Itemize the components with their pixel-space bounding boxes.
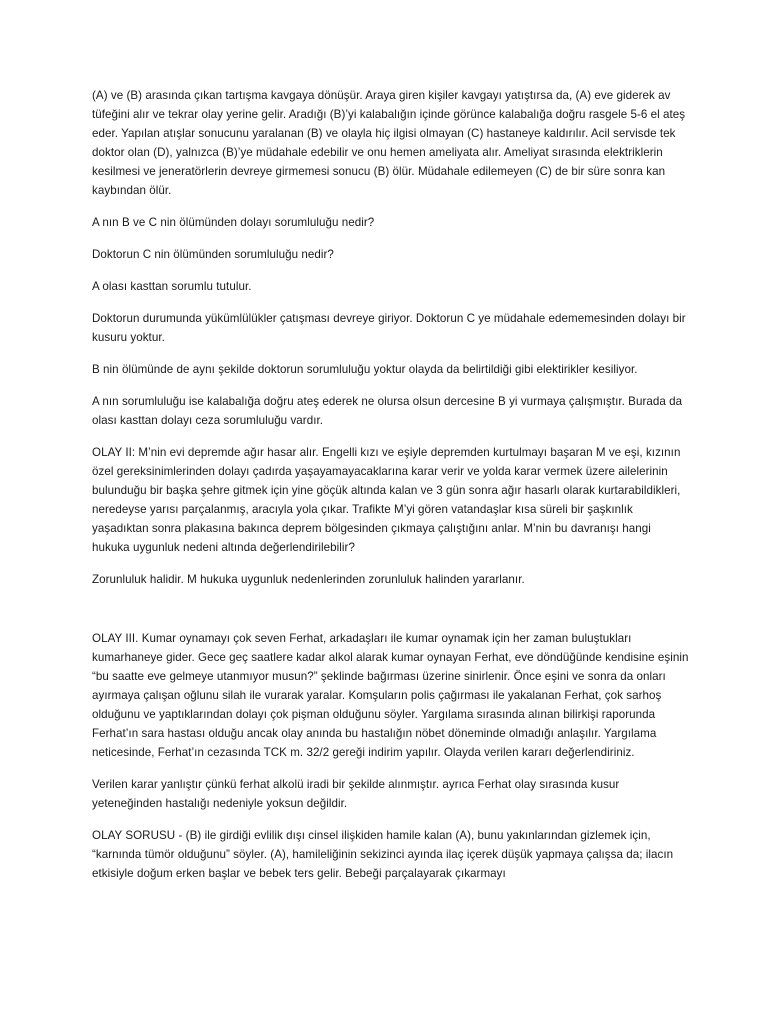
- answer-case-two: Zorunluluk halidir. M hukuka uygunluk nedenlerinden zorunluluk halinden yararlanır.: [92, 573, 525, 586]
- answer-case-three: Verilen karar yanlıştır çünkü ferhat alkolü iradi bir şekilde alınmıştır. ayrıca Ferhat olay sırasında kusur yeteneğinden hastalığı nedeniyle yoksun değildir.: [92, 778, 620, 810]
- paragraph-case-three: OLAY III. Kumar oynamayı çok seven Ferhat, arkadaşları ile kumar oynamak için her zaman buluştukları kumarhaneye gider. Gece geç saatlere kadar alkol alarak kumar oynayan Ferhat, eve döndüğünde kendisine eşinin “bu saatte eve gelmeye utanmıyor musun?” şeklinde bağırması üzerine sinirlenir. Önce eşini ve sonra da onları ayırmaya çalışan oğlunu silah ile vurarak yaralar. Komşuların polis çağırması ile yakalanan Ferhat, çok sarhoş olduğunu ve yaptıklarından dolayı çok pişman olduğunu söyler. Yargılama sırasında alınan bilirkişi raporunda Ferhat’ın sara hastası olduğu ancak olay anında bu hastalığın nöbet döneminde olmadığı anlaşılır. Yargılama neticesinde, Ferhat’ın cezasında TCK m. 32/2 gereği indirim yapılır. Olayda verilen kararı değerlendiriniz.: [92, 632, 689, 759]
- answer-a-liability: A nın sorumluluğu ise kalabalığa doğru ateş ederek ne olursa olsun dercesine B yi vurmaya çalışmıştır. Burada da olası kasttan dolayı ceza sorumluluğu vardır.: [92, 395, 683, 427]
- question-a-responsibility: A nın B ve C nin ölümünden dolayı sorumluluğu nedir?: [92, 216, 375, 229]
- answer-doctor-conflict: Doktorun durumunda yükümlülükler çatışması devreye giriyor. Doktorun C ye müdahale edememesinden dolayı bir kusuru yoktur.: [92, 312, 686, 344]
- paragraph-case-one: (A) ve (B) arasında çıkan tartışma kavgaya dönüşür. Araya giren kişiler kavgayı yatıştırsa da, (A) eve giderek av tüfeğini alır ve tekrar olay yerine gelir. Aradığı (B)’yi kalabalığın içinde görünce kalabalığa doğru rasgele 5-6 el ateş eder. Yapılan atışlar sonucunu yaralanan (B) ve olayla hiç ilgisi olmayan (C) hastaneye kaldırılır. Acil servisde tek doktor olan (D), yalnızca (B)’ye müdahale edebilir ve onu hemen ameliyata alır. Ameliyat sırasında elektriklerin kesilmesi ve jeneratörlerin devreye girmemesi sonucu (B) ölür. Müdahale edilemeyen (C) de bir süre sonra kan kaybından ölür.: [92, 89, 686, 197]
- answer-a-intent: A olası kasttan sorumlu tutulur.: [92, 280, 252, 293]
- paragraph-case-question: OLAY SORUSU - (B) ile girdiği evlilik dışı cinsel ilişkiden hamile kalan (A), bunu yakınlarından gizlemek için, “karnında tümör olduğunu” söyler. (A), hamileliğinin sekizinci ayında ilaç içerek düşük yapmaya çalışsa da; ilacın etkisiyle doğum erken başlar ve bebek ters gelir. Bebeği parçalayarak çıkarmayı: [92, 829, 674, 880]
- question-doctor-responsibility: Doktorun C nin ölümünden sorumluluğu nedir?: [92, 248, 334, 261]
- document-page: [92, 86, 690, 896]
- paragraph-case-two: OLAY II: M’nin evi depremde ağır hasar alır. Engelli kızı ve eşiyle depremden kurtulmayı başaran M ve eşi, kızının özel gereksinimlerinden dolayı çadırda yaşayamayacaklarına karar verir ve yolda karar vermek üzere ailelerinin bulunduğu bir başka şehre gitmek için yine göçük altında kalan ve 3 gün sonra ağır hasarlı olarak kurtarabildikleri, neredeyse yarısı parçalanmış, aracıyla yola çıkar. Trafikte M’yi gören vatandaşlar kısa süreli bir şaşkınlık yaşadıktan sonra plakasına bakınca deprem bölgesinden çıkmaya çalıştığını anlar. M’nin bu davranışı hangi hukuka uygunluk nedeni altında değerlendirilebilir?: [92, 446, 681, 554]
- answer-b-death: B nin ölümünde de aynı şekilde doktorun sorumluluğu yoktur olayda da belirtildiği gibi elektirikler kesiliyor.: [92, 363, 638, 376]
